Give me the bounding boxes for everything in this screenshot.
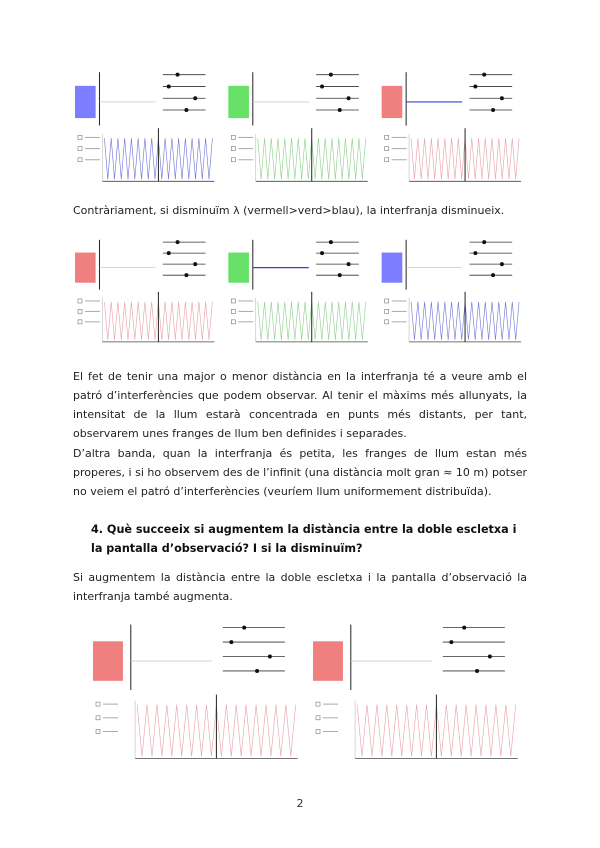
simulation-panel-red <box>313 625 518 759</box>
checkbox[interactable] <box>96 702 100 706</box>
checkbox[interactable] <box>78 320 82 324</box>
light-source <box>313 641 343 681</box>
checkbox[interactable] <box>316 729 320 733</box>
checkbox[interactable] <box>231 309 235 313</box>
page-number: 2 <box>296 797 304 810</box>
checkbox[interactable] <box>231 158 235 162</box>
checkbox[interactable] <box>78 147 82 151</box>
checkbox[interactable] <box>78 309 82 313</box>
checkbox[interactable] <box>231 135 235 139</box>
simulation-panel-blue <box>75 72 214 181</box>
checkbox[interactable] <box>385 158 389 162</box>
paragraph-distance: Si augmentem la distància entre la doble escletxa i la pantalla d’observació la interfranja també augmenta. <box>73 571 527 603</box>
checkbox[interactable] <box>231 320 235 324</box>
simulation-figure <box>70 234 530 350</box>
simulation-panel-red <box>382 72 521 181</box>
checkbox[interactable] <box>231 299 235 303</box>
simulation-panel-red <box>75 240 214 342</box>
simulation-panel-red <box>93 625 298 759</box>
light-source <box>75 86 96 118</box>
light-source <box>93 641 123 681</box>
checkbox[interactable] <box>96 729 100 733</box>
paragraph-fringe-spacing: El fet de tenir una major o menor distància en la interfranja té a veure amb el patró d’interferències que podem observar. Al tenir el màxims més allunyats, la intensitat de la llum estarà concentrada en punts més distants, per tant, observarem unes franges de llum ben definides i separades. <box>73 370 527 440</box>
simulation-figure <box>70 66 530 190</box>
paragraph-small-fringe: D’altra banda, quan la interfranja és petita, les franges de llum estan més properes, i si ho observem des de l’infinit (una distància molt gran ≈ 10 m) potser no veiem el patró d’interferències (veuríem llum uniformement distribuïda). <box>73 447 527 498</box>
paragraph-wavelength: Contràriament, si disminuïm λ (vermell>verd>blau), la interfranja disminueix. <box>73 204 505 217</box>
simulation-figure <box>88 617 528 769</box>
light-source <box>382 86 403 118</box>
checkbox[interactable] <box>316 716 320 720</box>
checkbox[interactable] <box>78 299 82 303</box>
checkbox[interactable] <box>385 309 389 313</box>
simulation-panel-green <box>228 240 367 342</box>
checkbox[interactable] <box>385 147 389 151</box>
checkbox[interactable] <box>78 135 82 139</box>
simulation-panel-blue <box>382 240 521 342</box>
checkbox[interactable] <box>316 702 320 706</box>
checkbox[interactable] <box>385 135 389 139</box>
checkbox[interactable] <box>231 147 235 151</box>
checkbox[interactable] <box>96 716 100 720</box>
light-source <box>75 253 96 283</box>
question-heading: 4. Què succeeix si augmentem la distància entre la doble escletxa i la pantalla d’observació? I si la disminuïm? <box>91 523 517 555</box>
light-source <box>382 253 403 283</box>
checkbox[interactable] <box>78 158 82 162</box>
simulation-panel-green <box>228 72 367 181</box>
checkbox[interactable] <box>385 299 389 303</box>
light-source <box>228 86 249 118</box>
light-source <box>228 253 249 283</box>
checkbox[interactable] <box>385 320 389 324</box>
